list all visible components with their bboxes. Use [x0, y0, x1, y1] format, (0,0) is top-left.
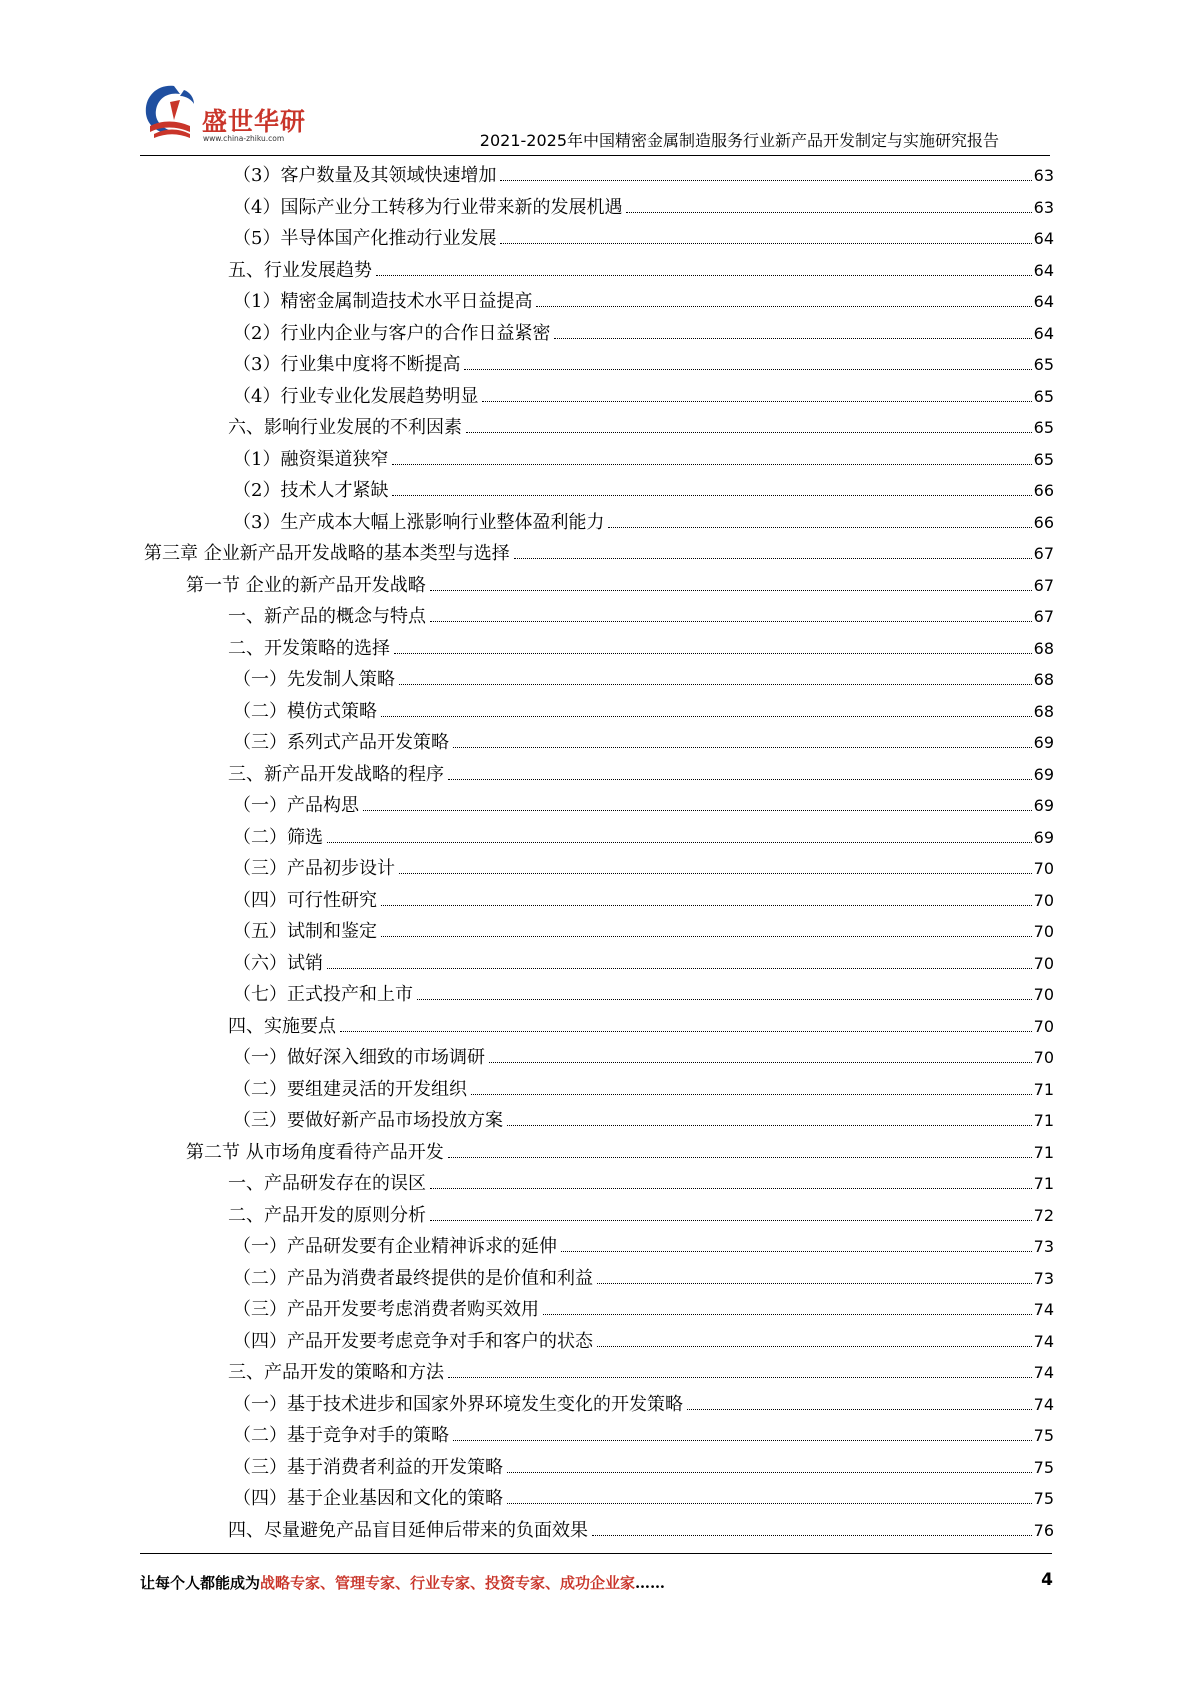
toc-entry-page: 74	[1033, 1300, 1054, 1319]
toc-entry-title: （六）试销	[233, 952, 323, 974]
brand-url: www.china-zhiku.com	[203, 134, 285, 143]
toc-dot-leader	[381, 716, 1032, 717]
toc-entry-page: 65	[1033, 386, 1054, 406]
toc-dot-leader	[471, 1094, 1032, 1095]
toc-dot-leader	[430, 1220, 1032, 1221]
toc-dot-leader	[376, 275, 1032, 276]
toc-dot-leader	[394, 653, 1032, 654]
toc-entry-page: 70	[1033, 1048, 1054, 1067]
toc-entry-page: 66	[1033, 481, 1054, 500]
toc-entry-page: 70	[1033, 890, 1054, 910]
toc-entry-page: 67	[1033, 575, 1054, 595]
toc-entry-title: 第一节 企业的新产品开发战略	[186, 574, 426, 596]
toc-entry-page: 71	[1033, 1111, 1054, 1130]
toc-entry[interactable]	[144, 1074, 1054, 1106]
toc-entry-title: （3）客户数量及其领域快速增加	[233, 165, 497, 186]
toc-dot-leader	[597, 1346, 1032, 1347]
toc-entry-page: 72	[1033, 1205, 1054, 1225]
toc-entry[interactable]	[144, 916, 1054, 948]
toc-entry-title: （一）先发制人策略	[233, 669, 395, 690]
toc-entry-page: 70	[1033, 859, 1054, 878]
toc-entry-title: 四、实施要点	[228, 1015, 336, 1037]
toc-entry[interactable]	[144, 948, 1054, 980]
toc-entry[interactable]	[144, 1137, 1054, 1169]
toc-entry-title: （一）做好深入细致的市场调研	[233, 1047, 485, 1068]
toc-entry[interactable]	[144, 1200, 1054, 1232]
toc-dot-leader	[399, 873, 1032, 874]
brand-logo-icon	[140, 80, 202, 150]
toc-entry-page: 73	[1033, 1268, 1054, 1288]
toc-entry-page: 68	[1033, 701, 1054, 721]
toc-dot-leader	[561, 1251, 1032, 1252]
toc-entry[interactable]	[144, 1011, 1054, 1043]
toc-entry-page: 76	[1033, 1520, 1054, 1540]
toc-entry[interactable]	[144, 1294, 1054, 1326]
brand-name: 盛世华研	[202, 107, 307, 136]
toc-entry[interactable]	[144, 1105, 1054, 1137]
toc-entry-page: 73	[1033, 1237, 1054, 1256]
toc-entry-title: 一、新产品的概念与特点	[228, 606, 426, 627]
toc-entry-page: 70	[1033, 985, 1054, 1004]
toc-entry[interactable]	[144, 255, 1054, 287]
toc-dot-leader	[448, 1157, 1032, 1158]
toc-dot-leader	[514, 558, 1032, 559]
toc-entry[interactable]	[144, 570, 1054, 602]
toc-entry-title: 四、尽量避免产品盲目延伸后带来的负面效果	[228, 1519, 588, 1541]
toc-entry-title: 六、影响行业发展的不利因素	[228, 417, 462, 438]
page-header	[0, 0, 1191, 160]
toc-entry-title: （2）技术人才紧缺	[233, 480, 389, 501]
toc-dot-leader	[430, 590, 1032, 591]
table-of-contents	[144, 160, 1054, 1546]
toc-entry-page: 67	[1033, 607, 1054, 626]
toc-entry-title: （三）要做好新产品市场投放方案	[233, 1110, 503, 1131]
slogan-highlight: 战略专家、管理专家、行业专家、投资专家、成功企业家	[260, 1574, 636, 1592]
toc-entry-title: 三、产品开发的策略和方法	[228, 1362, 444, 1383]
header-divider	[140, 155, 1050, 156]
toc-dot-leader	[430, 1188, 1032, 1189]
toc-dot-leader	[327, 842, 1032, 843]
toc-entry-title: （五）试制和鉴定	[233, 921, 377, 942]
toc-entry[interactable]	[144, 885, 1054, 917]
toc-entry-title: （四）可行性研究	[233, 889, 377, 911]
toc-entry-page: 65	[1033, 355, 1054, 374]
toc-entry-title: （四）产品开发要考虑竞争对手和客户的状态	[233, 1330, 593, 1352]
toc-entry-page: 64	[1033, 292, 1054, 311]
toc-entry[interactable]	[144, 979, 1054, 1011]
toc-entry[interactable]	[144, 1452, 1054, 1484]
toc-entry-title: （4）国际产业分工转移为行业带来新的发展机遇	[233, 196, 623, 218]
toc-dot-leader	[453, 747, 1032, 748]
toc-dot-leader	[489, 1062, 1032, 1063]
toc-entry-page: 65	[1033, 418, 1054, 437]
toc-entry-page: 63	[1033, 197, 1054, 217]
toc-entry-page: 69	[1033, 764, 1054, 784]
toc-entry[interactable]	[144, 160, 1054, 192]
page-number: 4	[1041, 1570, 1053, 1590]
toc-dot-leader	[381, 936, 1032, 937]
toc-dot-leader	[417, 999, 1032, 1000]
toc-entry-title: （1）精密金属制造技术水平日益提高	[233, 291, 533, 312]
toc-dot-leader	[430, 621, 1032, 622]
toc-entry-title: （三）产品初步设计	[233, 858, 395, 879]
toc-entry-title: （二）模仿式策略	[233, 700, 377, 722]
slogan-suffix: ……	[635, 1574, 666, 1592]
toc-dot-leader	[399, 684, 1032, 685]
toc-entry-page: 64	[1033, 323, 1054, 343]
toc-entry-title: （二）产品为消费者最终提供的是价值和利益	[233, 1267, 593, 1289]
toc-entry[interactable]	[144, 1515, 1054, 1547]
toc-entry-page: 63	[1033, 166, 1054, 185]
toc-entry-title: 第三章 企业新产品开发战略的基本类型与选择	[144, 543, 510, 564]
toc-entry-page: 64	[1033, 260, 1054, 280]
report-title: 2021-2025年中国精密金属制造服务行业新产品开发制定与实施研究报告	[479, 131, 999, 150]
toc-entry[interactable]	[144, 853, 1054, 885]
toc-entry[interactable]	[144, 538, 1054, 570]
toc-dot-leader	[554, 338, 1031, 339]
toc-entry[interactable]	[144, 192, 1054, 224]
toc-dot-leader	[536, 306, 1031, 307]
toc-dot-leader	[381, 905, 1032, 906]
toc-entry-page: 66	[1033, 512, 1054, 532]
toc-entry-title: （二）筛选	[233, 826, 323, 848]
toc-dot-leader	[608, 527, 1031, 528]
toc-dot-leader	[363, 810, 1032, 811]
toc-entry-page: 70	[1033, 922, 1054, 941]
toc-dot-leader	[597, 1283, 1032, 1284]
toc-dot-leader	[482, 401, 1031, 402]
toc-entry[interactable]	[144, 381, 1054, 413]
toc-entry[interactable]	[144, 223, 1054, 255]
toc-entry-title: （二）要组建灵活的开发组织	[233, 1078, 467, 1100]
toc-dot-leader	[626, 212, 1031, 213]
toc-entry-page: 75	[1033, 1489, 1054, 1508]
toc-entry-page: 74	[1033, 1363, 1054, 1382]
toc-entry-title: （三）系列式产品开发策略	[233, 732, 449, 753]
toc-entry[interactable]	[144, 444, 1054, 476]
toc-entry-page: 75	[1033, 1457, 1054, 1477]
toc-entry[interactable]	[144, 412, 1054, 444]
toc-entry[interactable]	[144, 475, 1054, 507]
toc-dot-leader	[340, 1031, 1032, 1032]
toc-dot-leader	[500, 243, 1031, 244]
toc-entry[interactable]	[144, 790, 1054, 822]
toc-entry-title: （3）生产成本大幅上涨影响行业整体盈利能力	[233, 511, 605, 533]
toc-entry[interactable]	[144, 601, 1054, 633]
toc-dot-leader	[543, 1314, 1032, 1315]
toc-entry[interactable]	[144, 507, 1054, 539]
toc-dot-leader	[448, 1377, 1032, 1378]
toc-entry[interactable]	[144, 664, 1054, 696]
toc-entry[interactable]	[144, 633, 1054, 665]
toc-entry-page: 70	[1033, 953, 1054, 973]
toc-entry-title: 二、产品开发的原则分析	[228, 1204, 426, 1226]
toc-entry-page: 64	[1033, 229, 1054, 248]
toc-dot-leader	[392, 464, 1031, 465]
toc-entry-title: （一）产品研发要有企业精神诉求的延伸	[233, 1236, 557, 1257]
toc-entry-title: 五、行业发展趋势	[228, 259, 372, 281]
toc-dot-leader	[392, 495, 1031, 496]
toc-entry-title: 二、开发策略的选择	[228, 637, 390, 659]
toc-entry-title: （一）产品构思	[233, 795, 359, 816]
toc-entry[interactable]	[144, 822, 1054, 854]
toc-dot-leader	[507, 1125, 1032, 1126]
toc-dot-leader	[448, 779, 1032, 780]
toc-entry-title: （5）半导体国产化推动行业发展	[233, 228, 497, 249]
toc-entry-page: 70	[1033, 1016, 1054, 1036]
toc-entry-title: （2）行业内企业与客户的合作日益紧密	[233, 322, 551, 344]
toc-entry[interactable]	[144, 1357, 1054, 1389]
toc-entry[interactable]	[144, 1231, 1054, 1263]
toc-entry-title: 第二节 从市场角度看待产品开发	[186, 1141, 444, 1163]
toc-dot-leader	[453, 1440, 1032, 1441]
toc-entry[interactable]	[144, 1263, 1054, 1295]
toc-dot-leader	[327, 968, 1032, 969]
toc-entry-title: 一、产品研发存在的误区	[228, 1173, 426, 1194]
toc-entry-page: 74	[1033, 1331, 1054, 1351]
toc-entry[interactable]	[144, 286, 1054, 318]
toc-entry[interactable]	[144, 318, 1054, 350]
toc-entry-page: 74	[1033, 1394, 1054, 1414]
toc-entry[interactable]	[144, 1483, 1054, 1515]
toc-entry[interactable]	[144, 1042, 1054, 1074]
toc-entry-page: 69	[1033, 733, 1054, 752]
toc-dot-leader	[507, 1503, 1032, 1504]
toc-entry-title: （1）融资渠道狭窄	[233, 448, 389, 470]
toc-entry[interactable]	[144, 1326, 1054, 1358]
toc-entry-page: 75	[1033, 1426, 1054, 1445]
toc-entry-page: 67	[1033, 544, 1054, 563]
toc-entry-page: 68	[1033, 670, 1054, 689]
toc-dot-leader	[507, 1472, 1032, 1473]
toc-dot-leader	[466, 432, 1032, 433]
toc-dot-leader	[500, 180, 1031, 181]
toc-entry-page: 69	[1033, 796, 1054, 815]
toc-entry[interactable]	[144, 696, 1054, 728]
toc-dot-leader	[592, 1535, 1032, 1536]
toc-entry[interactable]	[144, 349, 1054, 381]
toc-entry[interactable]	[144, 1389, 1054, 1421]
toc-entry-title: （4）行业专业化发展趋势明显	[233, 385, 479, 407]
toc-entry-page: 65	[1033, 449, 1054, 469]
toc-entry[interactable]	[144, 1168, 1054, 1200]
toc-entry-title: （七）正式投产和上市	[233, 984, 413, 1005]
footer-slogan	[140, 1572, 665, 1593]
toc-entry-title: （四）基于企业基因和文化的策略	[233, 1488, 503, 1509]
toc-entry-title: （一）基于技术进步和国家外界环境发生变化的开发策略	[233, 1393, 683, 1415]
brand-logo	[140, 80, 310, 150]
toc-entry-page: 71	[1033, 1174, 1054, 1193]
slogan-prefix: 让每个人都能成为	[140, 1574, 261, 1592]
toc-entry[interactable]	[144, 727, 1054, 759]
toc-entry-title: （三）产品开发要考虑消费者购买效用	[233, 1299, 539, 1320]
toc-entry-page: 71	[1033, 1142, 1054, 1162]
toc-entry-title: （3）行业集中度将不断提高	[233, 354, 461, 375]
toc-entry[interactable]	[144, 1420, 1054, 1452]
toc-entry-title: （三）基于消费者利益的开发策略	[233, 1456, 503, 1478]
toc-entry-page: 71	[1033, 1079, 1054, 1099]
toc-entry-page: 69	[1033, 827, 1054, 847]
toc-entry[interactable]	[144, 759, 1054, 791]
toc-entry-page: 68	[1033, 638, 1054, 658]
toc-entry-title: （二）基于竞争对手的策略	[233, 1425, 449, 1446]
footer-divider	[140, 1553, 1052, 1554]
toc-dot-leader	[687, 1409, 1032, 1410]
toc-entry-title: 三、新产品开发战略的程序	[228, 763, 444, 785]
toc-dot-leader	[464, 369, 1031, 370]
